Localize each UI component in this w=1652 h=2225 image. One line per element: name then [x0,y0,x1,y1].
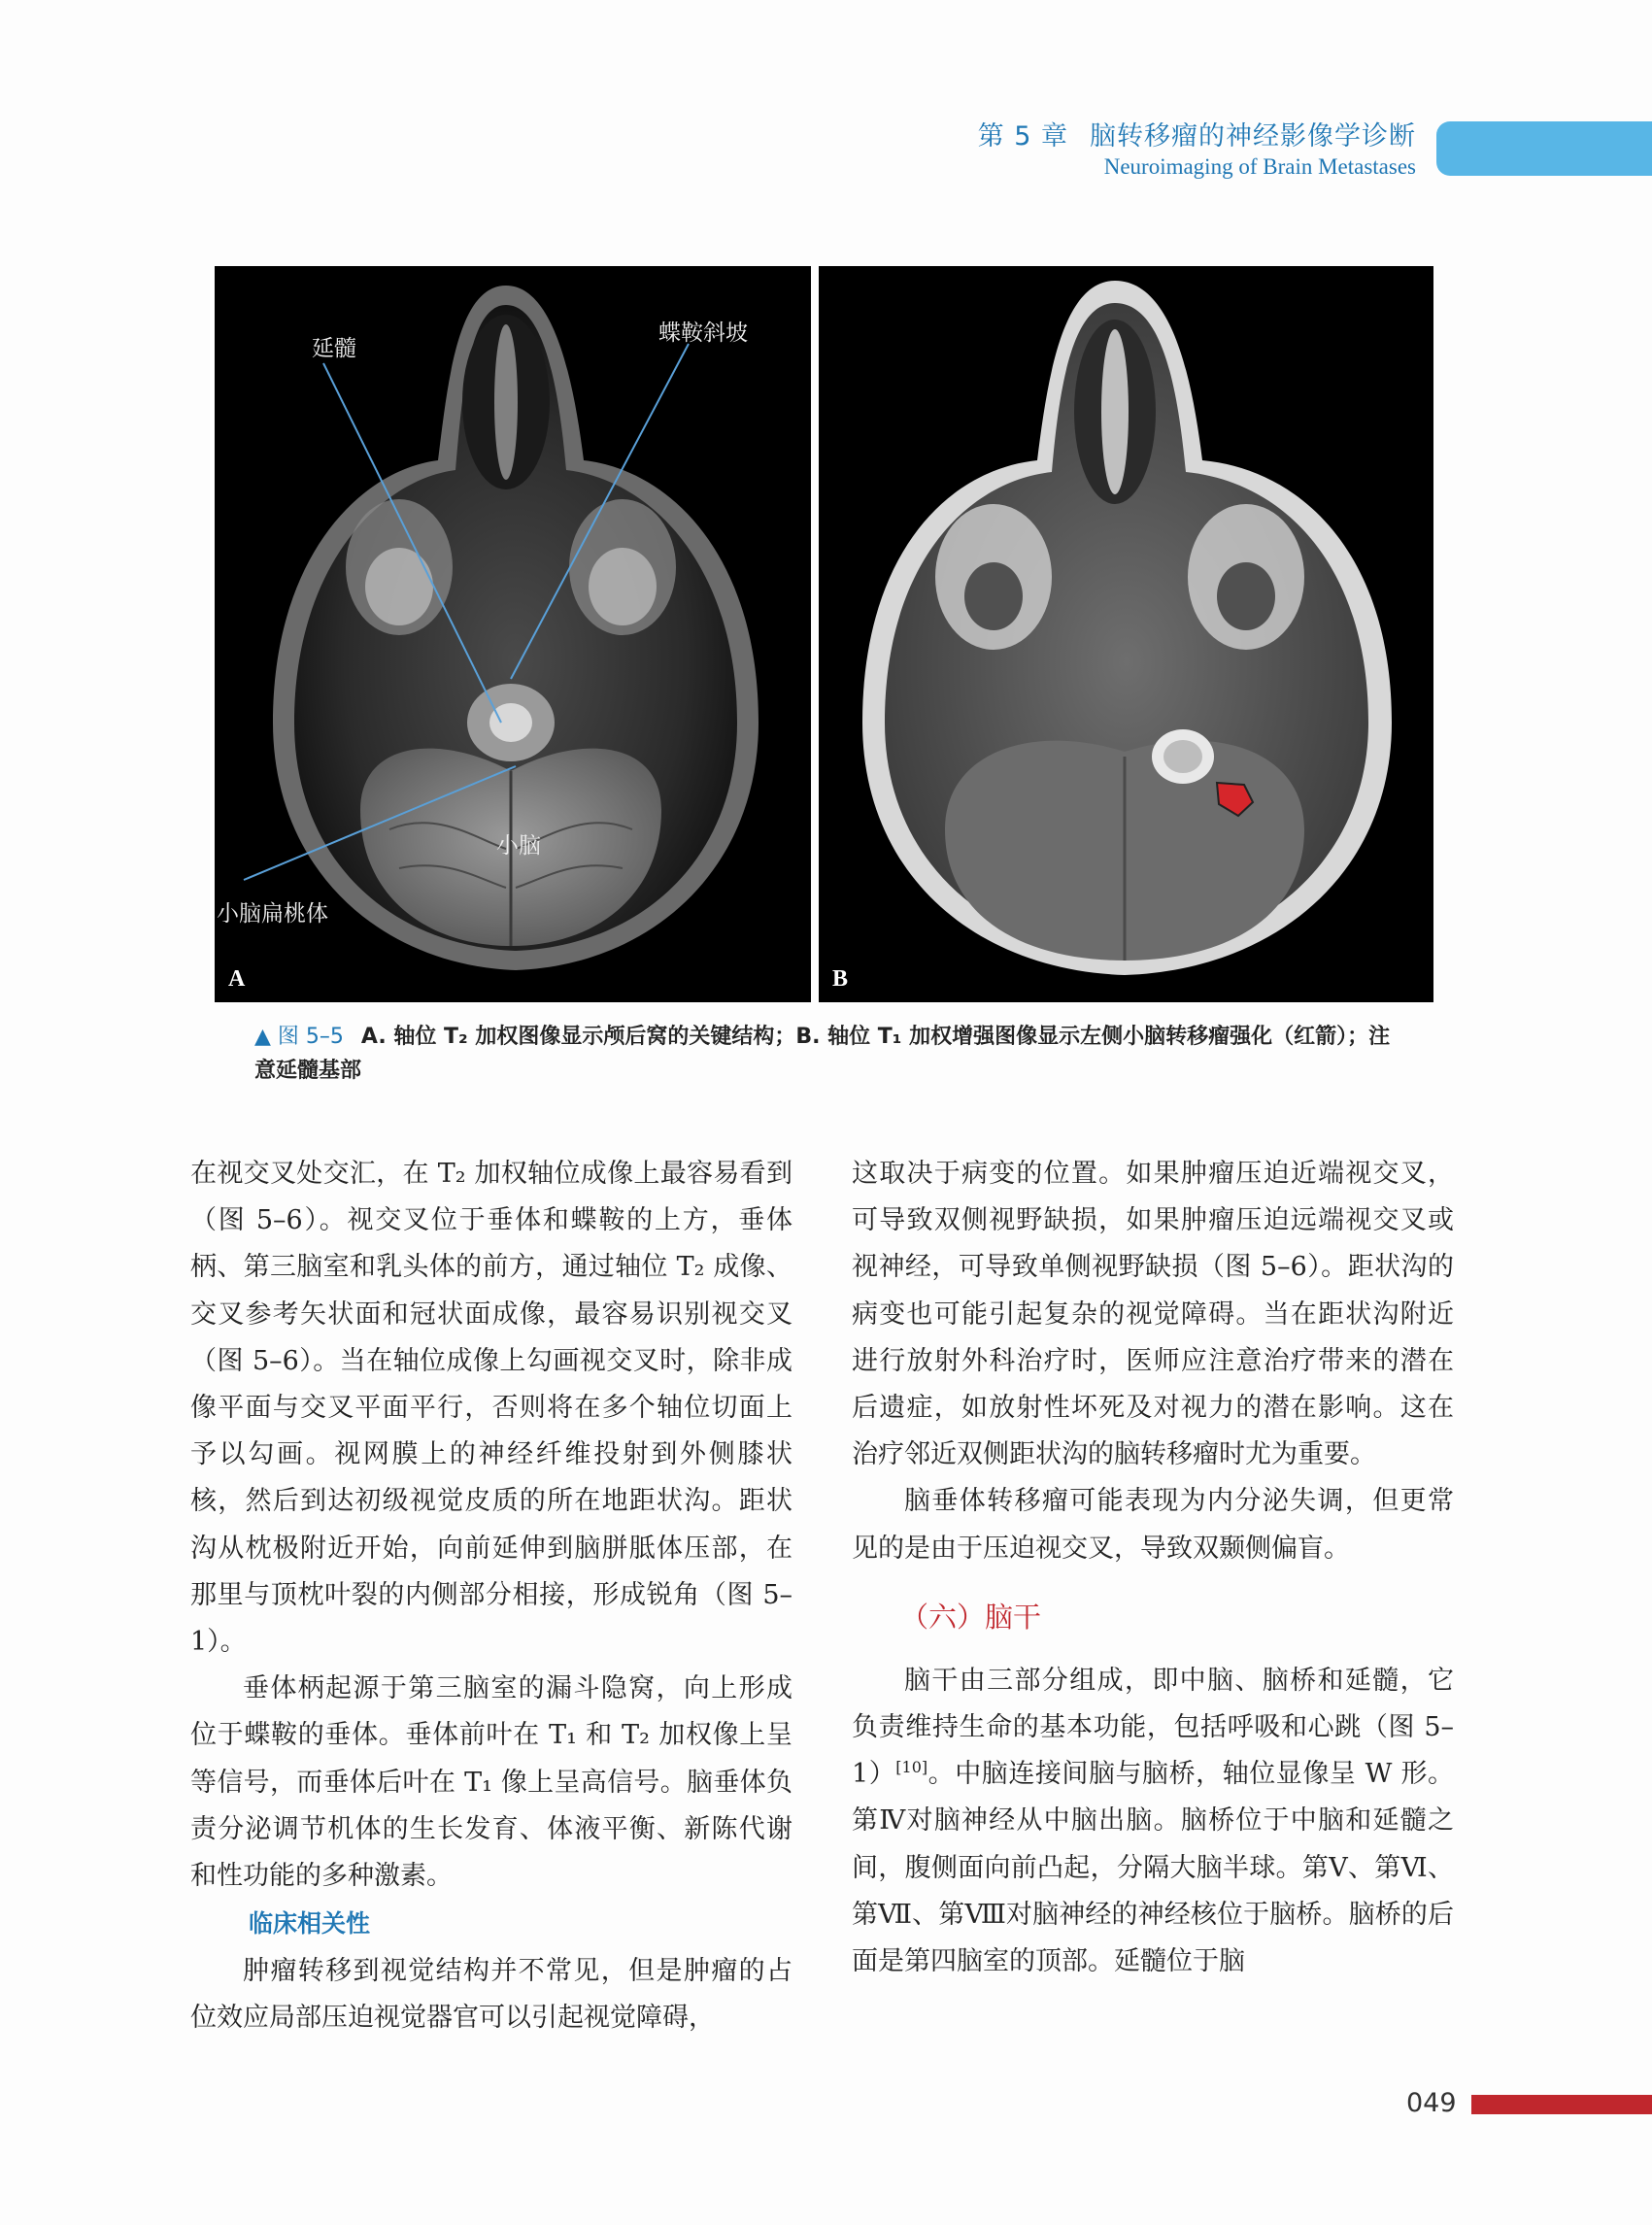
left-paragraph-3: 肿瘤转移到视觉结构并不常见，但是肿瘤的占位效应局部压迫视觉器官可以引起视觉障碍， [190,1956,792,2034]
panel-b-letter: B [832,966,849,992]
right-paragraph-2: 脑垂体转移瘤可能表现为内分泌失调，但更常见的是由于压迫视交叉，导致双颞侧偏盲。 [852,1486,1454,1564]
triangle-icon: ▲ [254,1025,278,1049]
left-column [190,1151,792,2042]
figure-panel-b [819,266,1433,1002]
chapter-english-title: Neuroimaging of Brain Metastases [1103,154,1416,179]
label-cerebellar-tonsil: 小脑扁桃体 [217,901,328,927]
right-paragraph-1: 这取决于病变的位置。如果肿瘤压迫近端视交叉，可导致双侧视野缺损，如果肿瘤压迫远端视交叉或视神经，可导致单侧视野缺损（图 5–6）。距状沟的病变也可能引起复杂的视觉障碍。当在距状沟附近进行放射外科治疗时，医师应注意治疗带来的潜在后遗症，如放射性坏死及对视力的潜在影响。这在治疗邻近双侧距状沟的脑转移瘤时尤为重要。 [852,1159,1454,1470]
label-cerebellum: 小脑 [496,833,541,859]
page-footer-bar [1471,2095,1652,2114]
chapter-label: 第 5 章 [977,121,1068,152]
paragraph-3-start: 脑干由三部分组成，即中脑、脑桥和延髓，它负责维持生命的基本功能，包括呼吸和心跳（图 5–1） [852,1665,1454,1790]
figure-number: 图 5–5 [277,1025,344,1049]
chapter-title: 脑转移瘤的神经影像学诊断 [1090,121,1416,152]
mri-t1-contrast-image [819,266,1433,1002]
left-paragraph-2: 垂体柄起源于第三脑室的漏斗隐窝，向上形成位于蝶鞍的垂体。垂体前叶在 T₁ 和 T₂ 加权像上呈等信号，而垂体后叶在 T₁ 像上呈高信号。脑垂体负责分泌调节机体的生长发育、体液平衡、新陈代谢和性功能的多种激素。 [190,1673,792,1892]
caption-text: A. 轴位 T₂ 加权图像显示颅后窝的关键结构；B. 轴位 T₁ 加权增强图像显示左侧小脑转移瘤强化（红箭）；注意延髓基部 [254,1025,1391,1083]
page-number: 049 [1406,2088,1457,2118]
page-header [978,115,1416,180]
left-paragraph-1: 在视交叉处交汇，在 T₂ 加权轴位成像上最容易看到（图 5–6）。视交叉位于垂体和蝶鞍的上方，垂体柄、第三脑室和乳头体的前方，通过轴位 T₂ 成像、交叉参考矢状面和冠状面成像，最容易识别视交叉（图 5–6）。当在轴位成像上勾画视交叉时，除非成像平面与交叉平面平行，否则将在多个轴位切面上予以勾画。视网膜上的神经纤维投射到外侧膝状核，然后到达初级视觉皮质的所在地距状沟。距状沟从枕极附近开始，向前延伸到脑胼胝体压部，在那里与顶枕叶裂的内侧部分相接，形成锐角（图 5–1）。 [190,1159,792,1658]
figure-caption [254,1020,1410,1088]
clinical-relevance-heading: 临床相关性 [249,1909,371,1938]
label-medulla: 延髓 [312,336,356,361]
mri-t2-image [215,266,811,1002]
panel-a-letter: A [228,966,246,992]
right-paragraph-3 [852,1658,1454,1985]
paragraph-3-end: 。中脑连接间脑与脑桥，轴位显像呈 W 形。第Ⅳ对脑神经从中脑出脑。脑桥位于中脑和延髓之间，腹侧面向前凸起，分隔大脑半球。第Ⅴ、第Ⅵ、第Ⅶ、第Ⅷ对脑神经的神经核位于脑桥。脑桥的后面是第四脑室的顶部。延髓位于脑 [852,1759,1454,1977]
label-clivus: 蝶鞍斜坡 [658,320,748,346]
right-column [852,1151,1454,1985]
chapter-line [978,115,1416,152]
citation: [10] [895,1758,928,1777]
chapter-tab [1436,121,1652,176]
figure-panel-a [215,266,811,1002]
brainstem-section-heading: （六）脑干 [900,1600,1042,1634]
